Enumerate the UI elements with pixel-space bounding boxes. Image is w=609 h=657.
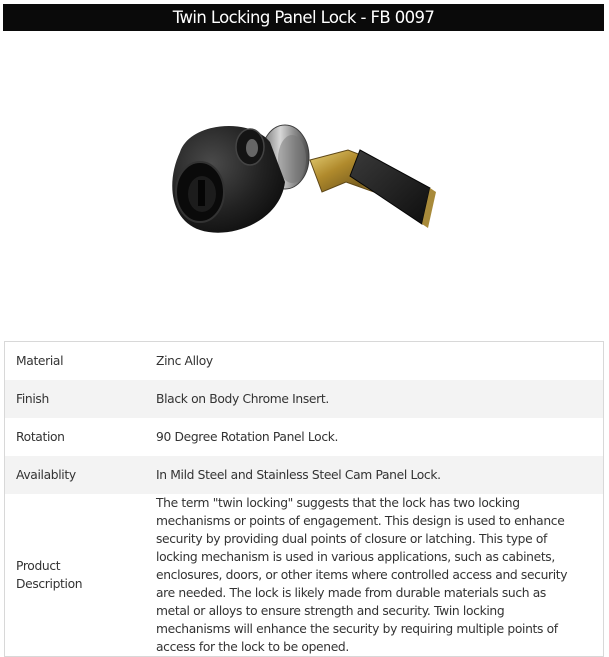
spec-label: Availablity	[5, 456, 147, 494]
page-title-text: Twin Locking Panel Lock - FB 0097	[172, 8, 435, 27]
spec-value: 90 Degree Rotation Panel Lock.	[156, 429, 339, 444]
page-title	[3, 4, 604, 31]
spec-label	[5, 494, 147, 657]
spec-value: In Mild Steel and Stainless Steel Cam Panel Lock.	[146, 456, 604, 494]
spec-row-description	[5, 494, 604, 657]
spec-label-line1: Product	[16, 558, 61, 573]
spec-value: The term "twin locking" suggests that the lock has two locking mechanisms or points of engagement. This design is used to enhance security by providing dual points of closure or latching. This type of locking mechanism is used in various applications, such as cabinets, enclosures, doors, or other items where controlled access and security are needed. The lock is likely made from durable materials such as metal or alloys to ensure strength and security. Twin locking mechanisms will enhance the security by requiring multiple points of access for the lock to be opened.	[156, 495, 568, 654]
spec-label-line2: Description	[16, 576, 83, 591]
spec-row-availability	[5, 456, 604, 494]
spec-value: Black on Body Chrome Insert.	[146, 380, 604, 418]
spec-table	[4, 341, 604, 657]
spec-row-finish	[5, 380, 604, 418]
spec-label: Material	[16, 353, 64, 368]
spec-row-rotation	[5, 418, 604, 456]
spec-row-material	[5, 342, 604, 380]
spec-label: Rotation	[16, 429, 65, 444]
product-image	[160, 112, 450, 262]
spec-label: Finish	[5, 380, 147, 418]
spec-value: Zinc Alloy	[156, 353, 213, 368]
